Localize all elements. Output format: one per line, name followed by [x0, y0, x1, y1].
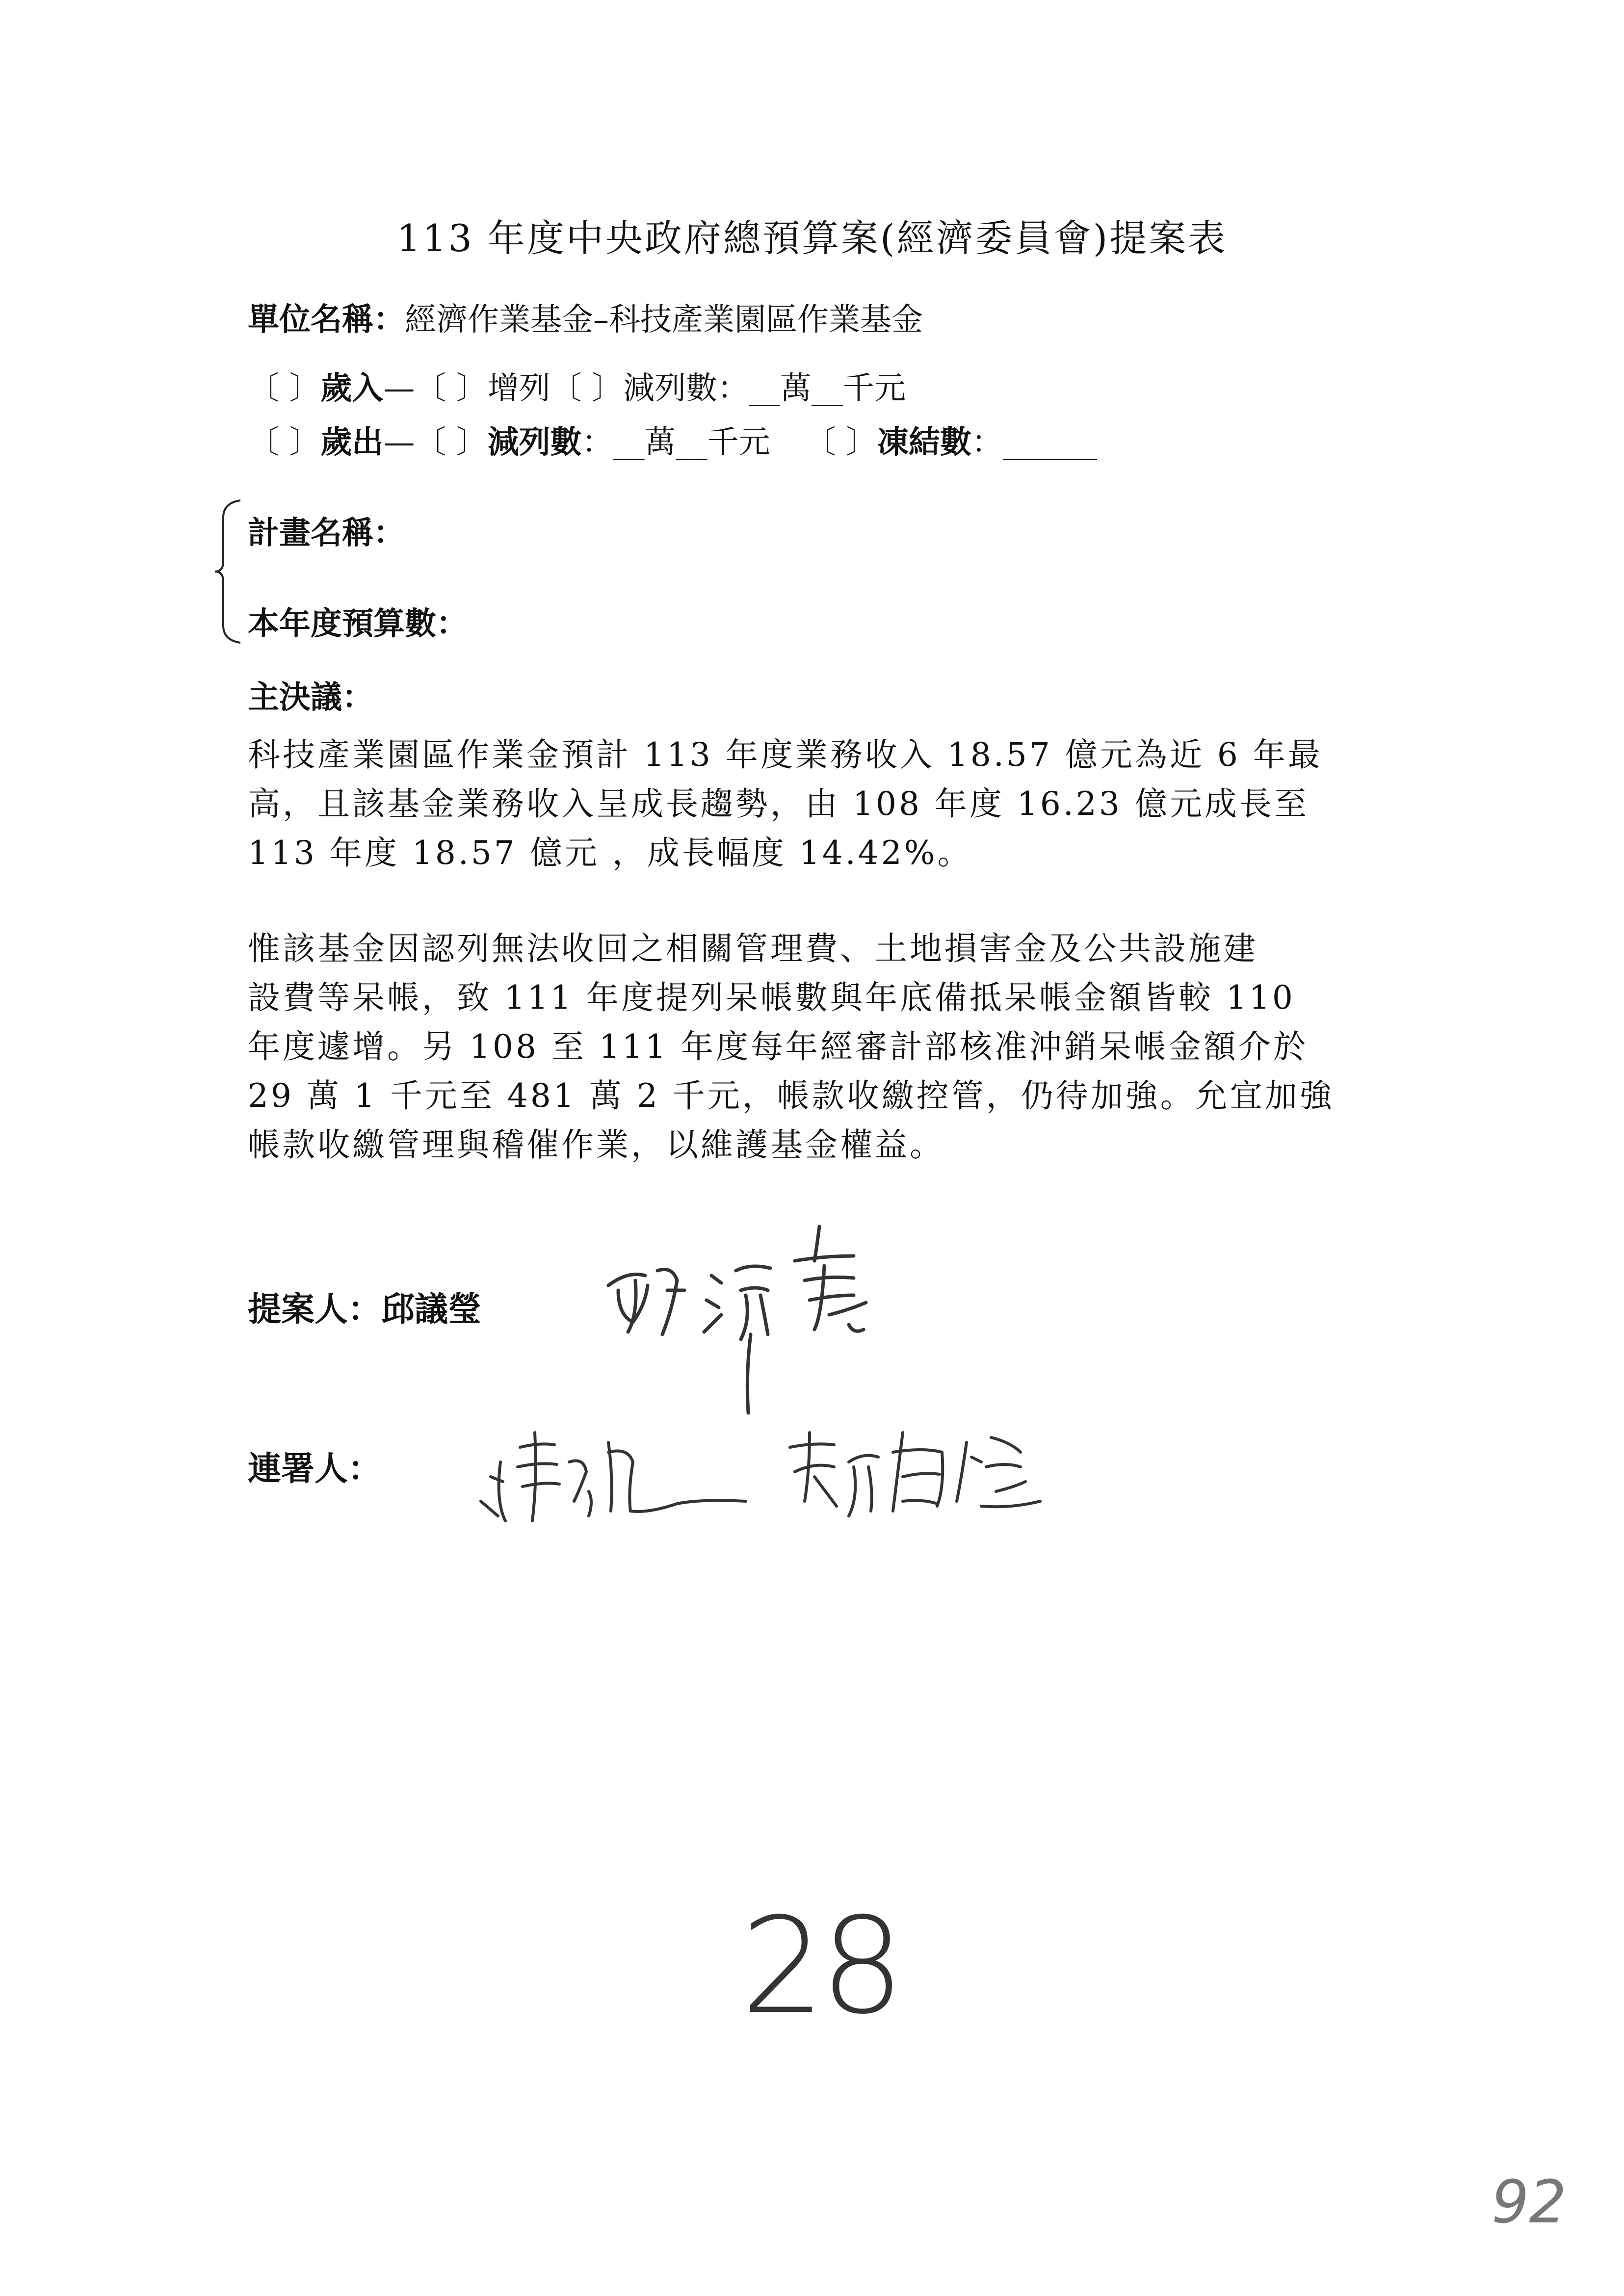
resolution-p1-line2: 高，且該基金業務收入呈成長趨勢，由 108 年度 16.23 億元成長至 — [248, 785, 1309, 823]
resolution-p1-line1: 科技產業園區作業金預計 113 年度業務收入 18.57 億元為近 6 年最 — [248, 736, 1323, 774]
revenue-decrease-text: 減列數：__萬__千元 — [623, 370, 906, 407]
handwritten-corner-number: 92 — [1492, 2168, 1567, 2237]
resolution-p1-line3: 113 年度 18.57 億元 ，成長幅度 14.42%。 — [248, 834, 972, 872]
revenue-label: 歲入 — [320, 370, 384, 407]
resolution-p2-line3: 年度遽增。另 108 至 111 年度每年經審計部核准沖銷呆帳金額介於 — [248, 1028, 1308, 1066]
budget-label: 本年度預算數： — [248, 606, 468, 642]
page-title: 113 年度中央政府總預算案(經濟委員會)提案表 — [396, 216, 1228, 260]
revenue-increase-label: 增列 — [487, 370, 550, 407]
expenditure-row — [248, 417, 1097, 462]
expenditure-decrease-checkbox[interactable]: 〔 〕 — [415, 424, 488, 461]
unit-name-label: 單位名稱： — [248, 302, 405, 338]
revenue-dash: — — [383, 370, 415, 407]
expenditure-decrease-label: 減列數 — [487, 424, 582, 461]
cosigner-signatures-icon — [471, 1403, 1109, 1540]
revenue-row — [248, 363, 906, 408]
revenue-decrease-checkbox[interactable]: 〔 〕 — [550, 370, 624, 407]
resolution-p2-line4: 29 萬 1 千元至 481 萬 2 千元，帳款收繳控管，仍待加強。允宜加強 — [248, 1077, 1335, 1115]
handwritten-page-number: 28 — [741, 1889, 900, 2043]
plan-name-label: 計畫名稱： — [248, 515, 405, 551]
expenditure-checkbox[interactable]: 〔 〕 — [248, 424, 321, 461]
unit-name-row — [248, 294, 923, 339]
resolution-p2-line1: 惟該基金因認列無法收回之相關管理費、土地損害金及公共設施建 — [248, 930, 1258, 967]
cosigner-label: 連署人： — [248, 1450, 382, 1488]
freeze-label: 凍結數 — [877, 424, 972, 461]
proposer-signature-icon — [599, 1217, 903, 1423]
expenditure-decrease-value: ：__萬__千元 — [581, 424, 770, 461]
revenue-increase-checkbox[interactable]: 〔 〕 — [415, 370, 488, 407]
unit-name-value: 經濟作業基金–科技產業園區作業基金 — [405, 302, 923, 338]
left-brace-icon — [211, 498, 250, 645]
resolution-p2-line5: 帳款收繳管理與稽催作業，以維護基金權益。 — [248, 1126, 944, 1164]
resolution-label: 主決議： — [248, 679, 373, 716]
revenue-checkbox[interactable]: 〔 〕 — [248, 370, 321, 407]
freeze-value: ：______ — [971, 424, 1098, 461]
proposer-row — [248, 1283, 481, 1331]
expenditure-dash: — — [383, 424, 415, 461]
proposer-name: 邱議瑩 — [381, 1290, 482, 1329]
expenditure-label: 歲出 — [320, 424, 384, 461]
freeze-checkbox[interactable]: 〔 〕 — [804, 424, 878, 461]
proposer-label: 提案人： — [248, 1290, 382, 1329]
resolution-p2-line2: 設費等呆帳，致 111 年度提列呆帳數與年底備抵呆帳金額皆較 110 — [248, 979, 1295, 1017]
